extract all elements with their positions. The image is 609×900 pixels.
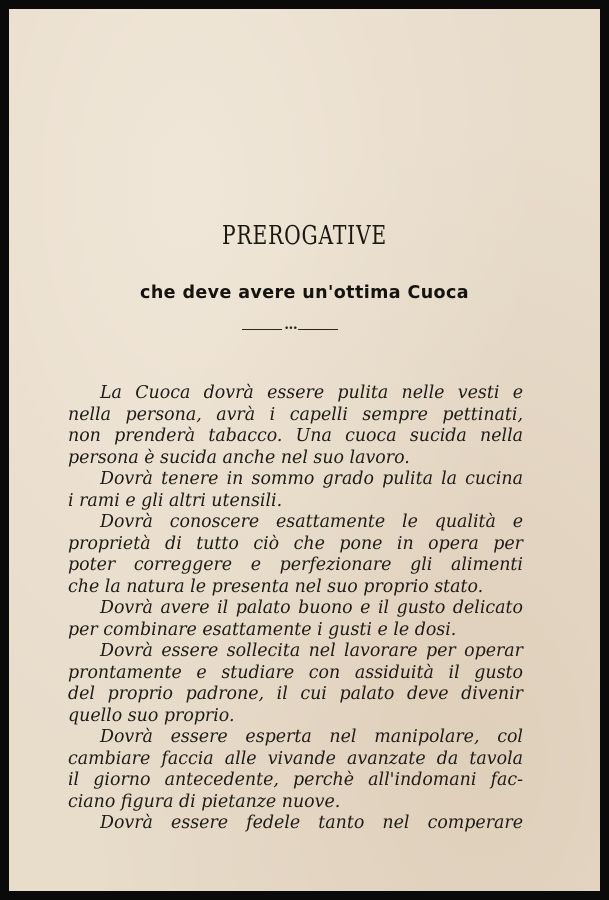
ornament-dots: ••• [284, 324, 297, 334]
text-line: quello suo proprio. [68, 705, 235, 726]
text-line: nella persona, avrà i capelli sempre pettinati, [68, 404, 523, 425]
text-line: Dovrà essere sollecita nel lavorare per operar [100, 641, 523, 661]
text-line: persona è sucida anche nel suo lavoro. [68, 447, 410, 468]
page-subtitle: che deve avere un'ottima Cuoca [140, 283, 469, 303]
book-page [9, 9, 600, 891]
text-line: il giorno antecedente, perchè all'indomani fac- [68, 770, 523, 790]
text-line: Dovrà essere esperta nel manipolare, col [100, 727, 523, 747]
text-line: Dovrà conoscere esattamente le qualità e [100, 512, 523, 532]
body-text [68, 383, 523, 835]
text-line: proprietà di tutto ciò che pone in opera per [68, 533, 523, 554]
text-line: Dovrà tenere in sommo grado pulita la cucina [100, 469, 523, 489]
text-line: del proprio padrone, il cui palato deve divenir [68, 684, 523, 704]
text-line: ciano figura di pietanze nuove. [68, 791, 341, 812]
ornament-divider [242, 325, 338, 335]
text-line: i rami e gli altri utensili. [68, 490, 283, 511]
text-line: che la natura le presenta nel suo proprio stato. [68, 576, 484, 597]
text-line: poter correggere e perfezionare gli alimenti [68, 555, 523, 575]
text-line: non prenderà tabacco. Una cuoca sucida nella [68, 426, 523, 446]
page-title: PREROGATIVE [222, 221, 387, 251]
text-line: Dovrà essere fedele tanto nel comperare [100, 813, 523, 833]
text-line: Dovrà avere il palato buono e il gusto delicato [100, 598, 523, 618]
text-line: La Cuoca dovrà essere pulita nelle vesti e [100, 383, 523, 403]
ornament-line-left [242, 329, 282, 330]
text-line: prontamente e studiare con assiduità il gusto [68, 662, 523, 683]
ornament-line-right [298, 329, 338, 330]
text-line: per combinare esattamente i gusti e le dosi. [68, 619, 457, 640]
text-line: cambiare faccia alle vivande avanzate da tavola [68, 748, 523, 769]
